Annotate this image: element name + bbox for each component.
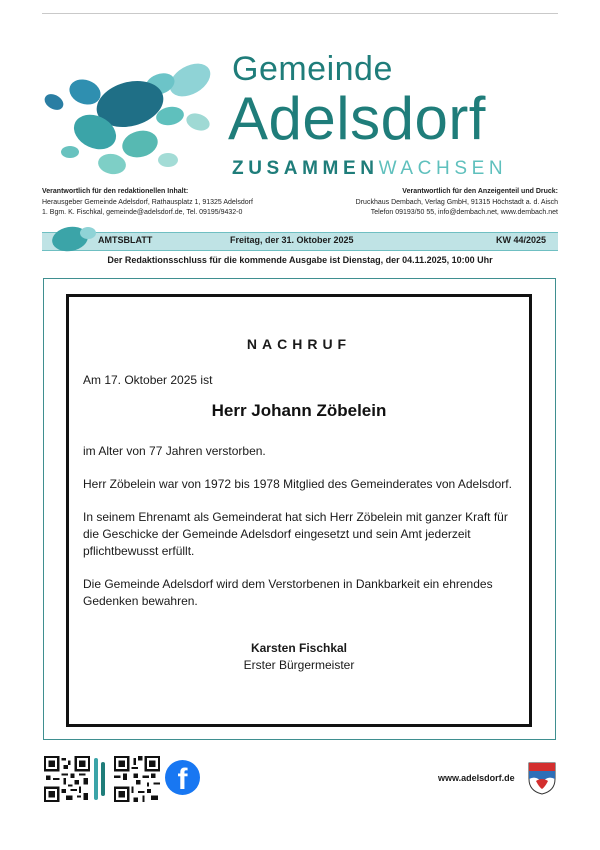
issue-date: Freitag, der 31. Oktober 2025	[230, 235, 354, 245]
bar-droplet-icon	[48, 223, 100, 255]
obituary-date-line: Am 17. Oktober 2025 ist	[83, 373, 213, 387]
imprint-ads-line-1: Druckhaus Dembach, Verlag GmbH, 91315 Höchstadt a. d. Aisch	[355, 198, 558, 206]
qr-code-icon[interactable]	[114, 756, 160, 802]
qr-code-icon[interactable]	[44, 756, 90, 802]
issue-label: AMTSBLATT	[98, 235, 153, 245]
title-gemeinde: Gemeinde	[232, 50, 393, 88]
gemeinde-logo	[40, 52, 220, 182]
imprint-editorial	[42, 187, 253, 219]
title-adelsdorf: Adelsdorf	[228, 85, 486, 152]
imprint-editorial-line-2: 1. Bgm. K. Fischkal, gemeinde@adelsdorf.de, Tel. 09195/9432-0	[42, 209, 243, 216]
slogan	[232, 158, 507, 180]
imprint-ads-line-2: Telefon 09193/50 55, info@dembach.net, www.dembach.net	[370, 209, 558, 216]
top-rule	[42, 13, 558, 14]
facebook-icon[interactable]: f	[165, 760, 200, 795]
coat-of-arms-icon	[527, 761, 557, 795]
smartphone-brand-icon	[92, 756, 108, 802]
issue-bar	[42, 232, 558, 251]
obituary-member-line: Herr Zöbelein war von 1972 bis 1978 Mitglied des Gemeinderates von Adelsdorf.	[83, 477, 512, 491]
obituary-age-line: im Alter von 77 Jahren verstorben.	[83, 444, 266, 458]
imprint-editorial-line-1: Herausgeber Gemeinde Adelsdorf, Rathausplatz 1, 91325 Adelsdorf	[42, 198, 253, 206]
deadline-notice: Der Redaktionsschluss für die kommende Ausgabe ist Dienstag, der 04.11.2025, 10:00 Uhr	[107, 255, 493, 265]
website-link[interactable]: www.adelsdorf.de	[438, 773, 515, 783]
signer-name: Karsten Fischkal	[250, 641, 348, 655]
issue-week: KW 44/2025	[495, 235, 546, 245]
deceased-name: Herr Johann Zöbelein	[211, 401, 387, 420]
obituary-honor-paragraph: In seinem Ehrenamt als Gemeinderat hat sich Herr Zöbelein mit ganzer Kraft für die Geschicke der Gemeinde Adelsdorf eingesetzt und sein Amt jederzeit pflichtbewusst erfüllt.	[83, 510, 508, 558]
obituary-memory-paragraph: Die Gemeinde Adelsdorf wird dem Verstorbenen in Dankbarkeit ein ehrendes Gedenken bewahren.	[83, 577, 493, 608]
obituary-heading: NACHRUF	[246, 336, 352, 352]
slogan-part-1: ZUSAMMEN	[232, 158, 379, 179]
signer-role: Erster Bürgermeister	[243, 658, 355, 672]
imprint-ads-heading: Verantwortlich für den Anzeigenteil und Druck:	[402, 188, 558, 195]
imprint-editorial-heading: Verantwortlich für den redaktionellen Inhalt:	[42, 188, 189, 195]
imprint-ads	[356, 187, 558, 219]
slogan-part-2: WACHSEN	[378, 158, 508, 179]
